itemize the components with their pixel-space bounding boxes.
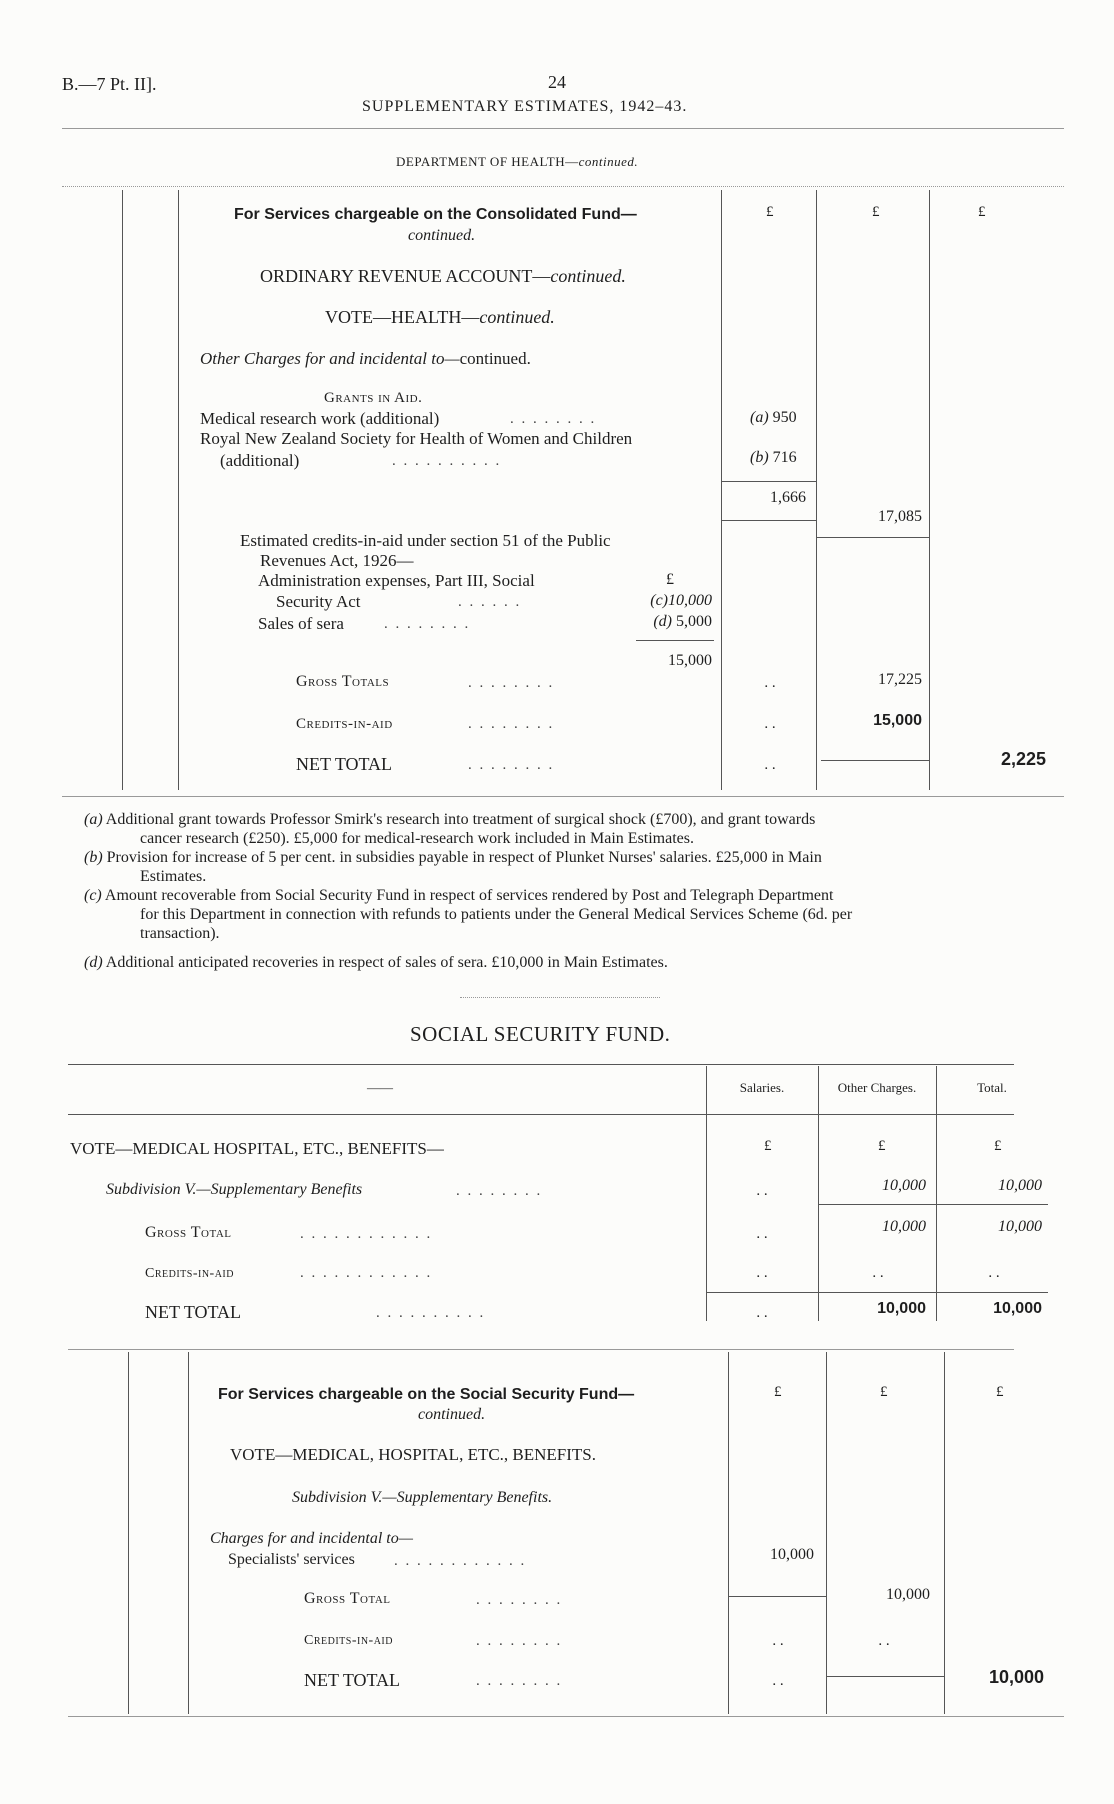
specialists-value: 10,000 — [770, 1546, 814, 1563]
column-header-blank: —— — [367, 1080, 393, 1095]
col2-subtotal: 17,085 — [878, 508, 922, 525]
footnote-c: (c) Amount recoverable from Social Security Fund in respect of services rendered by Post and Telegraph Department — [84, 887, 834, 904]
leader-dots: . . . . . . . . . . . . — [300, 1226, 433, 1242]
net-total-value: 10,000 — [988, 1667, 1044, 1687]
page-number: 24 — [548, 72, 566, 92]
leader-dots: . . . . . . . . — [384, 616, 471, 632]
fund-heading: For Services chargeable on the Consolidated Fund— — [234, 206, 637, 223]
page-title: SUPPLEMENTARY ESTIMATES, 1942–43. — [362, 98, 688, 115]
credits-in-aid-label: Credits-in-aid — [304, 1633, 393, 1648]
currency-other: £ — [878, 1138, 886, 1154]
credit-sera-value: (d) 5,000 — [653, 613, 712, 630]
leader-dots: . . . . . . . . . . . . — [394, 1553, 527, 1569]
credits-salaries: . . — [756, 1265, 768, 1281]
grants-subtotal: 1,666 — [770, 489, 806, 506]
gross-salaries: . . — [756, 1226, 768, 1242]
credits-in-aid-heading-cont: Revenues Act, 1926— — [260, 551, 414, 570]
credits-in-aid-label: Credits-in-aid — [296, 716, 393, 732]
currency-col3: £ — [978, 204, 986, 220]
credits-col1: . . — [764, 716, 776, 732]
leader-dots: . . . . . . . . — [476, 1633, 563, 1649]
credit-currency: £ — [666, 571, 674, 588]
currency-col2: £ — [880, 1384, 888, 1400]
credit-admin-label: Administration expenses, Part III, Social — [258, 571, 535, 590]
footnote-b-cont: Estimates. — [140, 868, 207, 885]
footnote-b: (b) Provision for increase of 5 per cent. in subsidies payable in respect of Plunket Nurses' salaries. £25,000 in Main — [84, 849, 822, 866]
net-other: 10,000 — [877, 1300, 926, 1317]
credits-in-aid-heading: Estimated credits-in-aid under section 51 of the Public — [240, 531, 611, 550]
net-total: 10,000 — [993, 1300, 1042, 1317]
leader-dots: . . . . . . . . — [468, 675, 555, 691]
grant-medical-research-value: (a) 950 — [750, 409, 797, 426]
leader-dots: . . . . . . . . — [468, 716, 555, 732]
grants-heading: Grants in Aid. — [324, 390, 423, 406]
credits-col2: . . — [878, 1633, 890, 1649]
department-subtitle: DEPARTMENT OF HEALTH—continued. — [396, 154, 639, 169]
vote-label: VOTE—MEDICAL HOSPITAL, ETC., BENEFITS— — [70, 1139, 444, 1158]
net-salaries: . . — [756, 1305, 768, 1321]
leader-dots: . . . . . . . . — [476, 1592, 563, 1608]
vote-heading: VOTE—HEALTH—continued. — [325, 307, 555, 327]
currency-col1: £ — [766, 204, 774, 220]
fund-heading-continued: continued. — [418, 1406, 486, 1423]
grant-royal-society-value: (b) 716 — [750, 449, 797, 466]
subdivision-salaries: . . — [756, 1183, 768, 1199]
charges-heading: Charges for and incidental to— — [210, 1530, 413, 1547]
net-col1: . . — [764, 757, 776, 773]
grant-royal-society-label-cont: (additional) — [220, 451, 300, 470]
leader-dots: . . . . . . . . — [456, 1183, 543, 1199]
net-total-label: NET TOTAL — [296, 754, 393, 774]
document-reference: B.—7 Pt. II]. — [62, 74, 157, 94]
header-rule — [62, 128, 1064, 129]
currency-salaries: £ — [764, 1138, 772, 1154]
other-charges-heading: Other Charges for and incidental to—continued. — [200, 349, 531, 368]
currency-col3: £ — [996, 1384, 1004, 1400]
leader-dots: . . . . . . . . — [476, 1673, 563, 1689]
credits-subtotal: 15,000 — [668, 652, 712, 669]
net-total-label: NET TOTAL — [304, 1670, 401, 1690]
currency-col1: £ — [774, 1384, 782, 1400]
gross-col1: . . — [764, 675, 776, 691]
fund-heading: For Services chargeable on the Social Security Fund— — [218, 1386, 635, 1403]
leader-dots: . . . . . . . . — [510, 411, 597, 427]
column-header-total: Total. — [977, 1080, 1007, 1095]
credits-total: . . — [988, 1265, 1000, 1281]
leader-dots: . . . . . . . . . . — [376, 1305, 486, 1321]
section-title: SOCIAL SECURITY FUND. — [410, 1022, 671, 1046]
credits-col1: . . — [772, 1633, 784, 1649]
currency-col2: £ — [872, 204, 880, 220]
footnote-c-cont2: transaction). — [140, 925, 220, 942]
subdivision-other: 10,000 — [882, 1177, 926, 1194]
subdivision-label: Subdivision V.—Supplementary Benefits — [106, 1181, 363, 1198]
net-total-label: NET TOTAL — [145, 1302, 242, 1322]
footnote-d: (d) Additional anticipated recoveries in respect of sales of sera. £10,000 in Main Estimates. — [84, 954, 668, 971]
gross-col2: 10,000 — [886, 1586, 930, 1603]
leader-dots: . . . . . . . . . . — [392, 453, 502, 469]
gross-total-label: Gross Total — [304, 1590, 391, 1607]
net-col1: . . — [772, 1673, 784, 1689]
leader-dots: . . . . . . . . — [468, 757, 555, 773]
footnote-c-cont: for this Department in connection with refunds to patients under the General Medical Services Scheme (6d. per — [140, 906, 853, 923]
credits-other: . . — [872, 1265, 884, 1281]
credit-admin-value: (c)10,000 — [650, 592, 712, 609]
gross-totals-label: Gross Totals — [296, 673, 390, 690]
column-header-salaries: Salaries. — [739, 1080, 785, 1095]
specialists-label: Specialists' services — [228, 1551, 355, 1568]
subtitle-rule — [62, 186, 1064, 187]
subdivision-heading: Subdivision V.—Supplementary Benefits. — [292, 1489, 553, 1506]
subdivision-total: 10,000 — [998, 1177, 1042, 1194]
net-total-value: 2,225 — [1000, 749, 1046, 769]
credit-admin-label-cont: Security Act — [276, 592, 361, 611]
credit-sera-label: Sales of sera — [258, 614, 344, 633]
grant-royal-society-label: Royal New Zealand Society for Health of Women and Children — [200, 429, 633, 448]
footnote-a: (a) Additional grant towards Professor Smirk's research into treatment of surgical shock (£700), and grant towards — [84, 811, 816, 828]
currency-total: £ — [994, 1138, 1002, 1154]
footnote-a-cont: cancer research (£250). £5,000 for medical-research work included in Main Estimates. — [140, 830, 694, 847]
gross-total: 10,000 — [998, 1218, 1042, 1235]
column-header-other-charges: Other Charges. — [837, 1080, 917, 1095]
leader-dots: . . . . . . — [458, 594, 522, 610]
credits-col2: 15,000 — [873, 712, 922, 729]
gross-total-label: Gross Total — [145, 1224, 232, 1241]
leader-dots: . . . . . . . . . . . . — [300, 1265, 433, 1281]
account-heading: ORDINARY REVENUE ACCOUNT—continued. — [260, 266, 626, 286]
credits-in-aid-label: Credits-in-aid — [145, 1266, 234, 1281]
gross-other: 10,000 — [882, 1218, 926, 1235]
vote-heading: VOTE—MEDICAL, HOSPITAL, ETC., BENEFITS. — [230, 1445, 597, 1464]
fund-heading-continued: continued. — [408, 227, 476, 244]
grant-medical-research-label: Medical research work (additional) — [200, 409, 440, 428]
gross-col2: 17,225 — [878, 671, 922, 688]
